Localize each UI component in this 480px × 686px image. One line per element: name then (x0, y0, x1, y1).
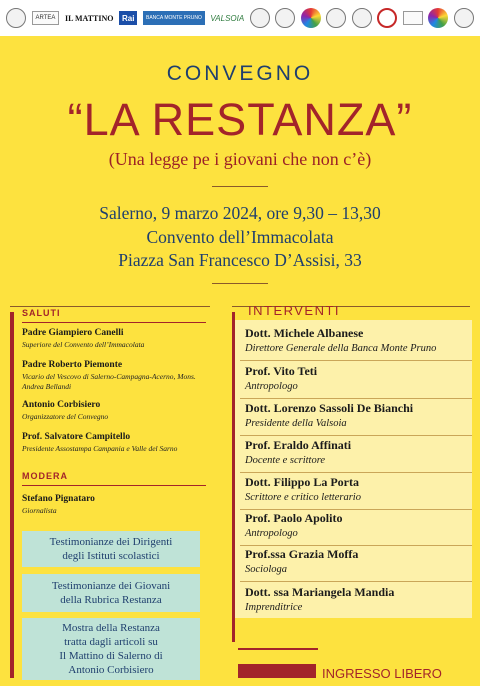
divider (22, 322, 206, 323)
divider (212, 283, 268, 284)
speaker-role: Presidente della Valsoia (245, 418, 347, 429)
event-date-time: Salerno, 9 marzo 2024, ore 9,30 – 13,30 (99, 203, 381, 223)
speaker-role: Antropologo (245, 381, 298, 392)
saluti-role: Superiore del Convento dell’Immacolata (22, 340, 145, 349)
info-box (22, 574, 200, 612)
footer-accent-bar (238, 664, 316, 678)
speaker-name: Dott. Michele Albanese (245, 326, 364, 340)
colorful-partner-logo (428, 8, 448, 28)
saluti-heading: SALUTI (22, 308, 61, 318)
colorful-partner-logo (301, 8, 321, 28)
saluti-role: Vicario del Vescovo di Salerno-Campagna-Acerno, Mons. Andrea Bellandi (22, 372, 196, 391)
partner-logo (326, 8, 346, 28)
speaker-role: Sociologa (245, 564, 287, 575)
left-accent-bar (10, 312, 14, 678)
divider (240, 472, 472, 473)
divider (240, 360, 472, 361)
speaker-name: Prof.ssa Grazia Moffa (245, 547, 359, 561)
divider (238, 648, 318, 650)
speaker-role: Antropologo (245, 528, 298, 539)
partner-logo (454, 8, 474, 28)
info-box-line: Antonio Corbisiero (68, 664, 154, 676)
speaker-name: Dott. ssa Mariangela Mandia (245, 585, 395, 599)
il-mattino-logo: IL MATTINO (64, 13, 114, 23)
info-box-line: tratta dagli articoli su (64, 636, 158, 648)
divider (240, 435, 472, 436)
divider (240, 398, 472, 399)
event-subtitle: (Una legge pe i giovani che non c’è) (108, 149, 372, 169)
info-box (22, 531, 200, 567)
info-box-line: Mostra della Restanza (62, 622, 160, 634)
saluti-name: Padre Giampiero Canelli (22, 328, 124, 338)
speaker-name: Dott. Filippo La Porta (245, 475, 359, 489)
speaker-name: Prof. Vito Teti (245, 364, 318, 378)
info-box-line: Testimonianze dei Dirigenti (49, 536, 173, 548)
artea-logo: ARTEA (32, 11, 60, 25)
info-box-line: della Rubrica Restanza (60, 594, 162, 606)
partner-logo (275, 8, 295, 28)
info-box-line: degli Istituti scolastici (62, 550, 160, 562)
event-kicker: CONVEGNO (166, 62, 314, 85)
partner-logo (352, 8, 372, 28)
modera-heading: MODERA (22, 471, 68, 481)
event-address: Piazza San Francesco D’Assisi, 33 (118, 250, 362, 270)
sponsor-logo-strip (0, 0, 480, 36)
partner-logo (377, 8, 397, 28)
speaker-name: Prof. Paolo Apolito (245, 511, 343, 525)
divider (240, 509, 472, 510)
saluti-role: Presidente Assostampa Campania e Valle del Sarno (22, 444, 178, 453)
saluti-name: Padre Roberto Piemonte (22, 360, 123, 370)
interventi-heading: INTERVENTI (248, 303, 341, 318)
saluti-name: Prof. Salvatore Campitello (22, 432, 131, 442)
speaker-role: Direttore Generale della Banca Monte Pruno (245, 343, 437, 354)
speaker-role: Scrittore e critico letterario (245, 492, 361, 503)
rai-logo: Rai (119, 11, 137, 25)
free-entry-label: INGRESSO LIBERO (322, 666, 442, 681)
divider (240, 545, 472, 546)
speaker-name: Prof. Eraldo Affinati (245, 438, 352, 452)
info-box-line: Il Mattino di Salerno di (59, 650, 163, 662)
divider (22, 485, 206, 486)
info-box (22, 618, 200, 680)
speaker-role: Docente e scrittore (245, 455, 326, 466)
divider (10, 306, 210, 307)
event-title: “LA RESTANZA” (67, 94, 413, 145)
event-venue: Convento dell’Immacolata (146, 227, 334, 247)
divider (240, 581, 472, 582)
cooperativa-logo (6, 8, 26, 28)
speaker-role: Imprenditrice (245, 602, 303, 613)
divider (212, 186, 268, 187)
speaker-name: Dott. Lorenzo Sassoli De Bianchi (245, 401, 414, 415)
saluti-role: Organizzatore del Convegno (22, 412, 109, 421)
info-box-line: Testimonianze dei Giovani (51, 580, 171, 592)
coat-of-arms-logo (250, 8, 270, 28)
moderator-name: Stefano Pignataro (22, 494, 95, 504)
right-accent-bar (232, 312, 235, 642)
partner-logo (403, 11, 423, 25)
banca-monte-pruno-logo: BANCA MONTE PRUNO (143, 11, 205, 25)
saluti-name: Antonio Corbisiero (22, 400, 101, 410)
moderator-role: Giornalista (22, 506, 57, 515)
valsoia-logo: VALSOIA (210, 13, 245, 23)
